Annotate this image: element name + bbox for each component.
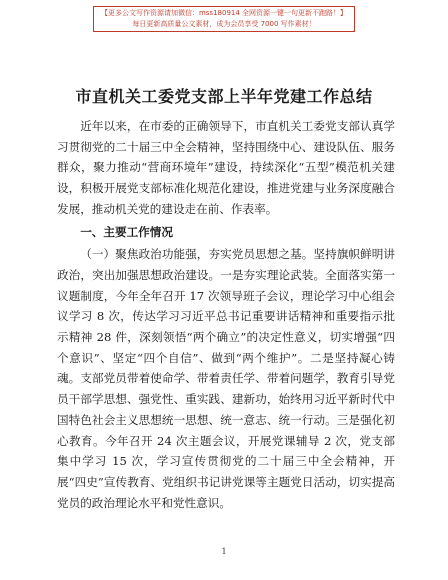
- promo-banner-line1: 【更多公文写作资源请加微信：mss180914 全网资源一键一句更新不跑路！】: [100, 9, 348, 17]
- document-body: [57, 116, 395, 513]
- document-title: 市直机关工委党支部上半年党建工作总结: [75, 87, 373, 106]
- section-heading: 一、主要工作情况: [80, 224, 173, 239]
- promo-banner: [93, 6, 355, 32]
- body-paragraph: （一）聚焦政治功能强，夯实党员思想之基。坚持旗帜鲜明讲政治，突出加强思想政治建设。一是夯实理论武装。全面落实第一议题制度，今年全年召开 17 次领导班子会议，理论学习中心组会议学习 8 次，传达学习习近平总书记重要讲话精神和重要指示批示精神 28 件，深刻领悟“两个确立”的决定性意义，切实增强“四个意识”、坚定“四个自信”、做到“两个维护”。二是坚持凝心铸魂。支部党员带着使命学、带着责任学、带着问题学，教育引导党员干部学思想、强党性、重实践、建新功，始终用习近平新时代中国特色社会主义思想统一思想、统一意志、统一行动。三是强化初心教育。今年召开 24 次主题会议，开展党课辅导 2 次，党支部集中学习 15 次，学习宣传贯彻党的二十届三中全会精神，开展“四史”宣传教育、党组织书记讲党课等主题党日活动，切实提高党员的政治理论水平和党性意识。: [57, 247, 395, 510]
- intro-paragraph: 近年以来，在市委的正确领导下，市直机关工委党支部认真学习贯彻党的二十届三中全会精神，坚持围绕中心、建设队伍、服务群众，聚力推动“营商环境年”建设，持续深化“五型”模范机关建设，积极开展党支部标准化规范化建设，推进党建与业务深度融合发展，推动机关党的建设走在前、作表率。: [57, 119, 395, 216]
- page-number: 1: [221, 547, 227, 556]
- promo-banner-line2: 每日更新高质量公文素材，成为会员享受 7000 写作素材！: [132, 20, 316, 28]
